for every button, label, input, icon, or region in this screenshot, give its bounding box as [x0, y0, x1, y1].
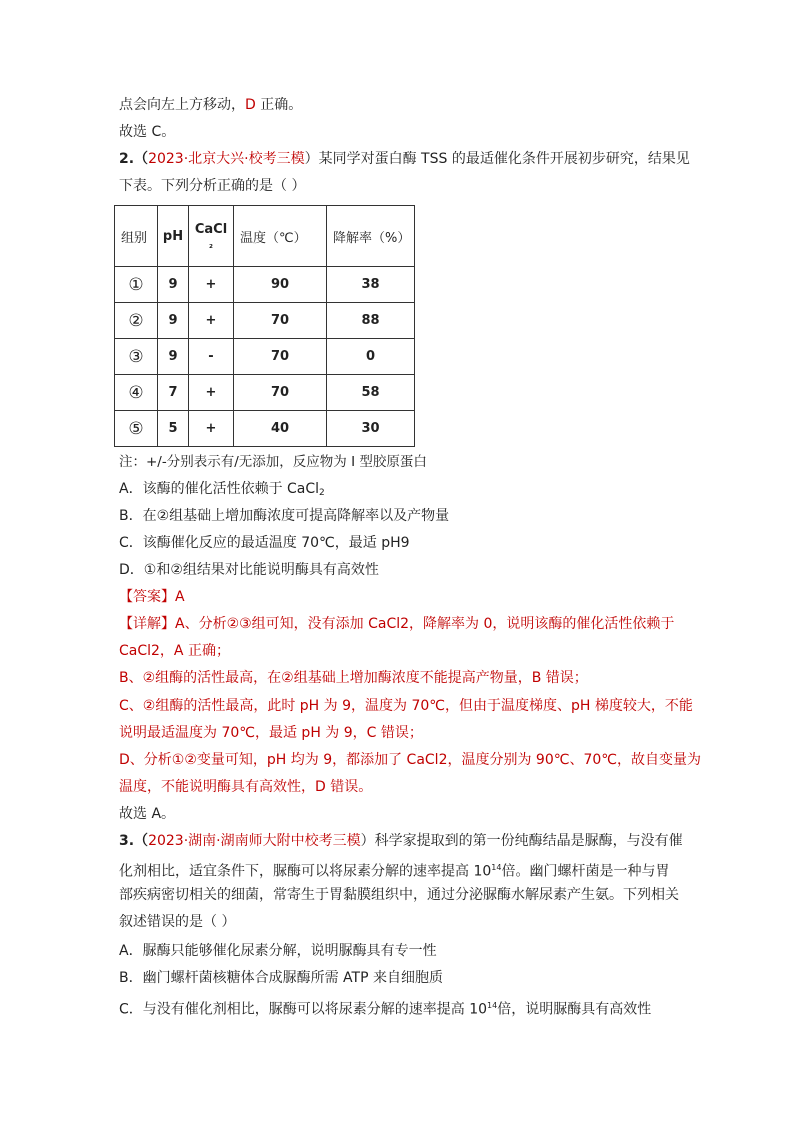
text: ）科学家提取到的第一份纯酶结晶是脲酶，与没有催 [360, 833, 683, 849]
text-line [119, 858, 684, 882]
table-cell: 7 [158, 375, 189, 411]
option-a [119, 479, 684, 503]
question-number: 2.（ [119, 151, 149, 167]
table-cell: 0 [327, 339, 415, 375]
table-cell: 70 [234, 339, 327, 375]
table-row [115, 375, 415, 411]
header-subscript: ₂ [209, 240, 213, 251]
header-text: CaCl [194, 221, 228, 237]
option-text: A．该酶的催化活性依赖于 CaCl [119, 481, 320, 497]
question-source: 2023·北京大兴·校考三模 [148, 151, 305, 167]
table-header-row [115, 206, 415, 267]
text: 倍。幽门螺杆菌是一种与胃 [501, 863, 670, 880]
text-line: 下表。下列分析正确的是（ ） [119, 178, 306, 194]
table-cell: ② [115, 303, 158, 339]
header-cell [189, 206, 234, 267]
text: C．与没有催化剂相比，脲酶可以将尿素分解的速率提高 10 [119, 1001, 488, 1018]
table-row [115, 411, 415, 447]
table-cell: 38 [327, 267, 415, 303]
text: 点会向左上方移动， [119, 97, 245, 113]
table-row [115, 303, 415, 339]
text: 正确。 [255, 97, 303, 113]
text-line [119, 95, 684, 115]
option-d: D．①和②组结果对比能说明酶具有高效性 [119, 562, 379, 578]
table-cell: 70 [234, 303, 327, 339]
option-c: C．该酶催化反应的最适温度 70℃，最适 pH9 [119, 535, 410, 551]
option-b: B．在②组基础上增加酶浓度可提高降解率以及产物量 [119, 508, 450, 524]
explanation-line: D、分析①②变量可知，pH 均为 9，都添加了 CaCl2，温度分别为 90℃、70℃，故自变量为 [119, 752, 702, 768]
question-2-stem [119, 149, 690, 169]
option-a: A．脲酶只能够催化尿素分解，说明脲酶具有专一性 [119, 943, 437, 959]
text: ）某同学对蛋白酶 TSS 的最适催化条件开展初步研究，结果见 [304, 151, 690, 167]
table-cell: 9 [158, 303, 189, 339]
table-row [115, 339, 415, 375]
table-cell: 88 [327, 303, 415, 339]
question-source: 2023·湖南·湖南师大附中校考三模 [148, 833, 361, 849]
table-cell: 40 [234, 411, 327, 447]
data-table [114, 205, 415, 447]
table-cell: ① [115, 267, 158, 303]
table-cell: - [189, 339, 234, 375]
subscript: 2 [319, 488, 325, 498]
table-row [115, 267, 415, 303]
text-line: 部疾病密切相关的细菌，常寄生于胃黏膜组织中，通过分泌脲酶水解尿素产生氨。下列相关 [119, 887, 679, 903]
table-note: 注：+/-分别表示有/无添加，反应物为 I 型胶原蛋白 [119, 454, 427, 470]
table-cell: + [189, 375, 234, 411]
text-line: 故选 C。 [119, 124, 176, 140]
explanation-line: B、②组酶的活性最高，在②组基础上增加酶浓度不能提高产物量，B 错误； [119, 670, 588, 686]
table-cell: + [189, 303, 234, 339]
superscript: 14 [487, 1001, 498, 1010]
superscript: 14 [491, 863, 502, 872]
table-cell: 5 [158, 411, 189, 447]
choose-line: 故选 A。 [119, 806, 176, 822]
option-b: B．幽门螺杆菌核糖体合成脲酶所需 ATP 来自细胞质 [119, 970, 443, 986]
answer-line: 【答案】A [119, 589, 185, 605]
table-cell: 9 [158, 339, 189, 375]
header-cell: 组别 [115, 206, 158, 267]
table-cell: + [189, 267, 234, 303]
question-number: 3.（ [119, 833, 149, 849]
text: 化剂相比，适宜条件下，脲酶可以将尿素分解的速率提高 10 [119, 863, 492, 880]
table-cell: ④ [115, 375, 158, 411]
table-cell: 30 [327, 411, 415, 447]
header-cell: 温度（℃） [234, 206, 327, 267]
text-red: D [245, 97, 256, 113]
header-cell: 降解率（%） [327, 206, 415, 267]
explanation-line: 【详解】A、分析②③组可知，没有添加 CaCl2，降解率为 0，说明该酶的催化活性依赖于 [119, 616, 675, 632]
table-cell: 9 [158, 267, 189, 303]
explanation-line: 温度，不能说明酶具有高效性，D 错误。 [119, 779, 373, 795]
table-cell: ⑤ [115, 411, 158, 447]
text-line: 叙述错误的是（ ） [119, 914, 236, 930]
explanation-line: 说明最适温度为 70℃，最适 pH 为 9，C 错误； [119, 725, 423, 741]
question-3-stem [119, 831, 684, 851]
explanation-line: C、②组酶的活性最高，此时 pH 为 9，温度为 70℃，但由于温度梯度、pH 梯度较大，不能 [119, 698, 693, 714]
option-c [119, 996, 684, 1020]
table-cell: 70 [234, 375, 327, 411]
header-cell: pH [158, 206, 189, 267]
text: 倍，说明脲酶具有高效性 [497, 1001, 652, 1018]
table-cell: + [189, 411, 234, 447]
table-cell: 58 [327, 375, 415, 411]
table-cell: 90 [234, 267, 327, 303]
explanation-line: CaCl2，A 正确； [119, 643, 230, 659]
table-cell: ③ [115, 339, 158, 375]
